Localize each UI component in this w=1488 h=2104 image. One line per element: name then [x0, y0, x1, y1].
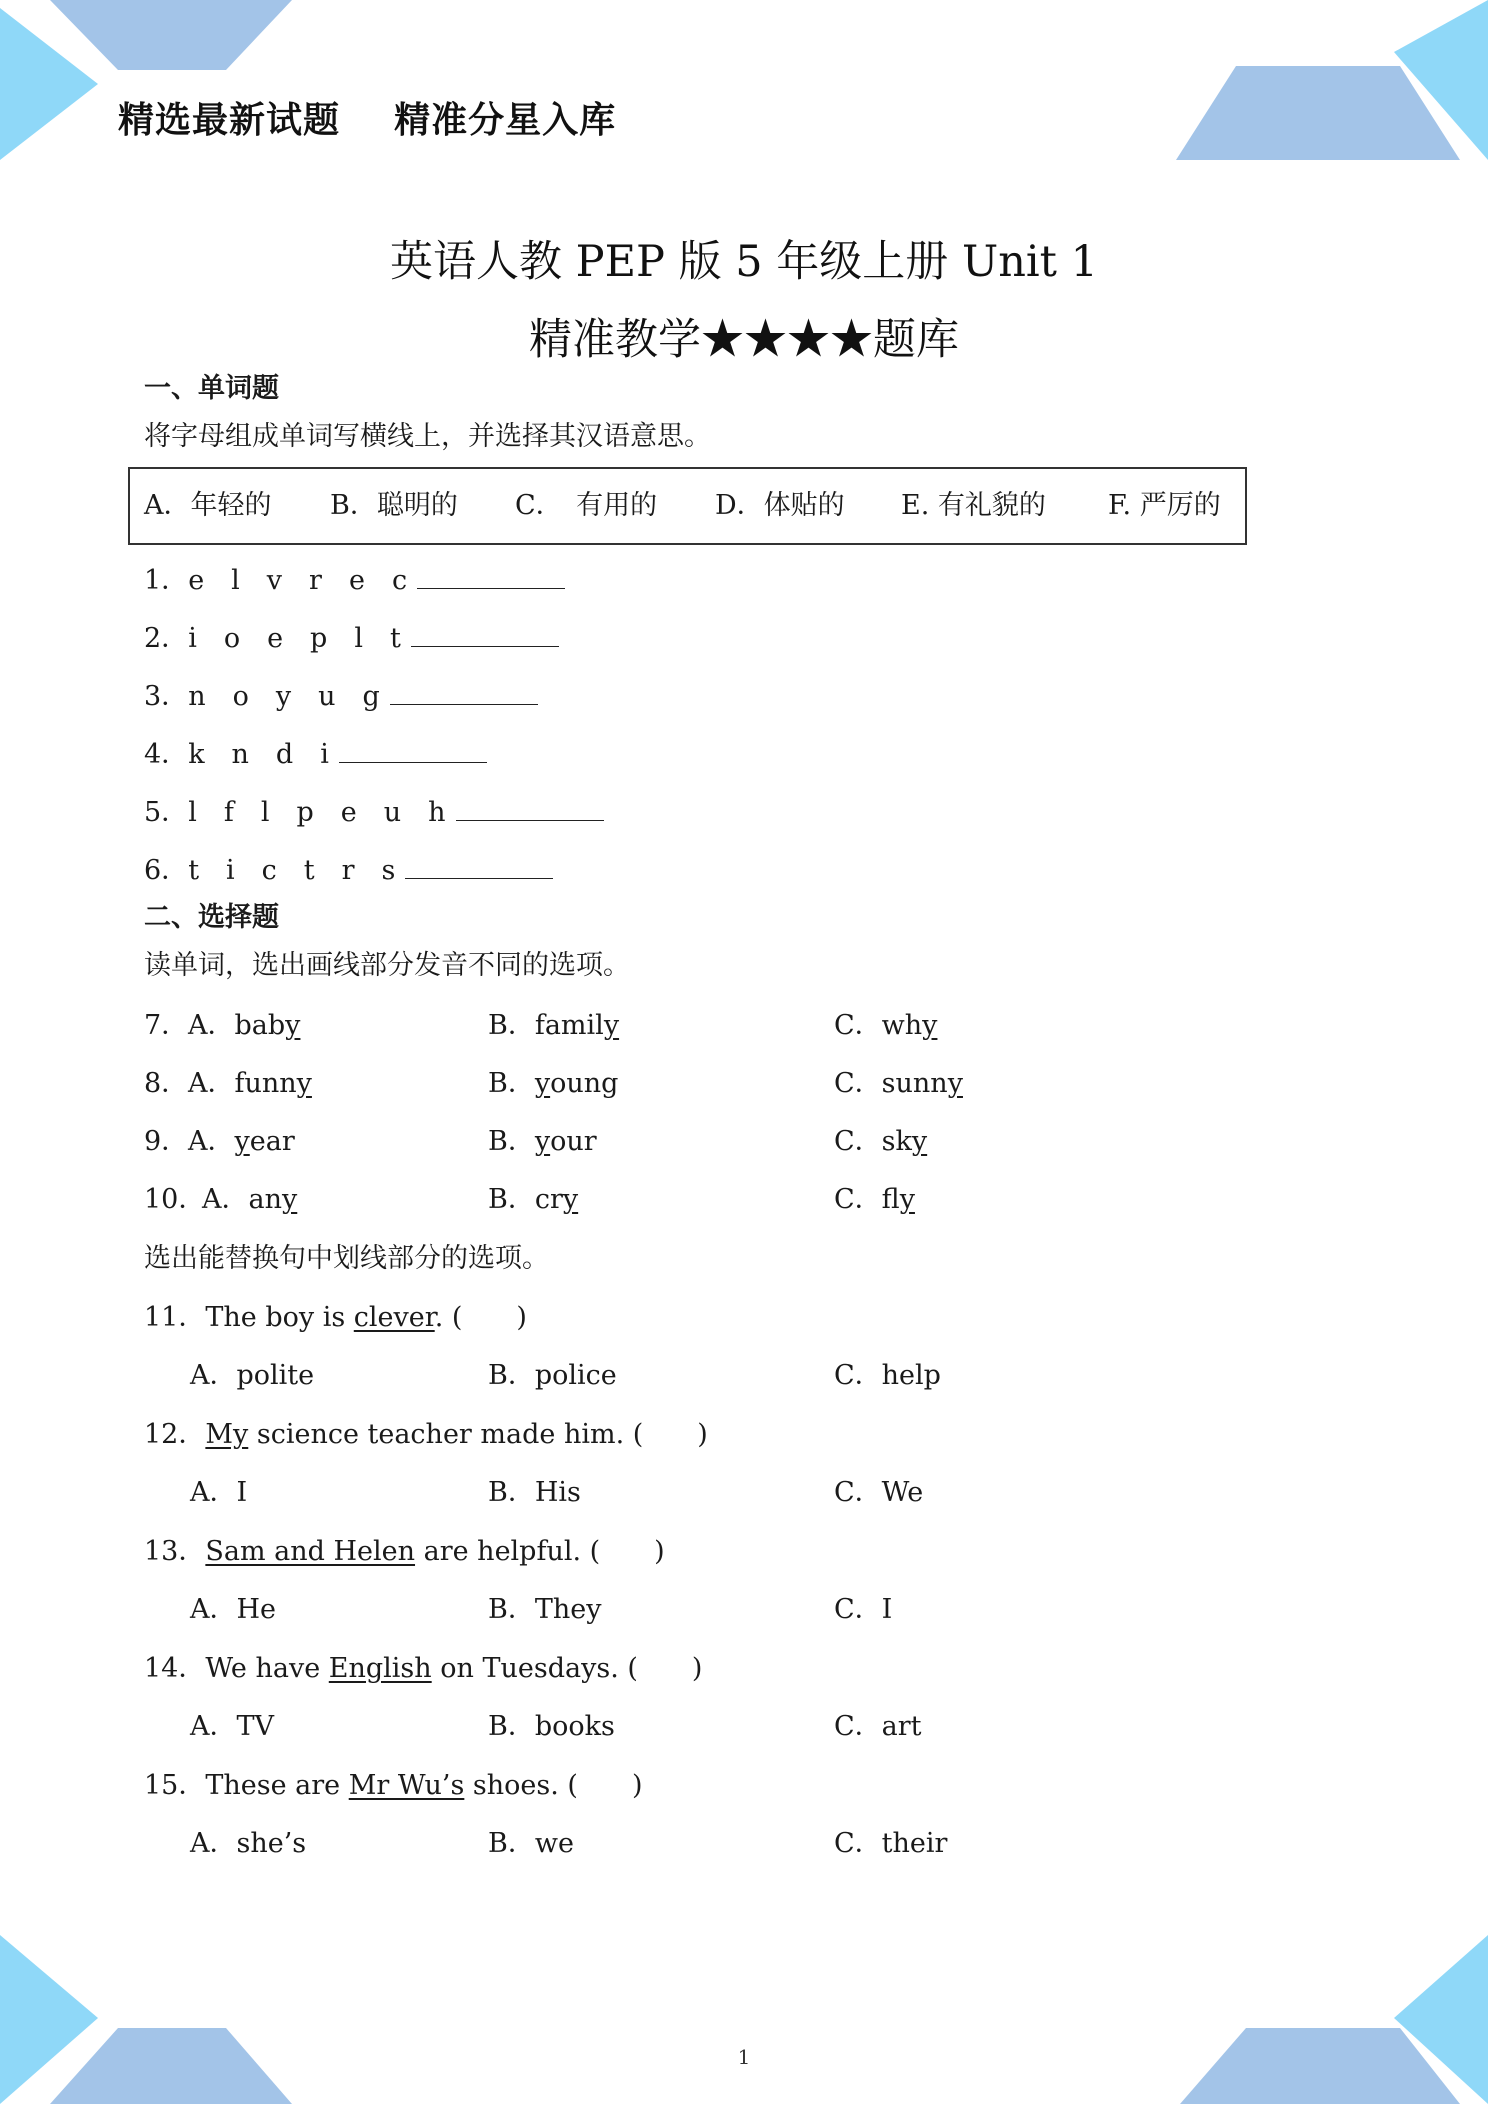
- corner-triangle-top-left: [0, 8, 98, 160]
- phonics-option-c[interactable]: C．sky: [834, 1126, 928, 1157]
- answer-blank[interactable]: [456, 796, 604, 821]
- option-a: A．年轻的: [144, 490, 272, 521]
- option-f: F. 严厉的: [1108, 490, 1221, 521]
- phonics-question-number: 9．: [144, 1126, 189, 1157]
- phonics-option-c[interactable]: C．why: [834, 1010, 938, 1041]
- section2-instruction-phonics: 读单词，选出画线部分发音不同的选项。: [144, 950, 630, 981]
- word-question-5: 5．l f l p e u h: [144, 796, 604, 829]
- word-question-1: 1．e l v r e c: [144, 564, 565, 597]
- replace-option-c[interactable]: C．their: [834, 1828, 948, 1859]
- replace-option-b[interactable]: B．They: [488, 1594, 602, 1625]
- section2-heading: 二、选择题: [144, 902, 279, 933]
- replace-option-b[interactable]: B．we: [488, 1828, 574, 1859]
- answer-blank[interactable]: [405, 854, 553, 879]
- replace-option-c[interactable]: C．I: [834, 1594, 893, 1625]
- option-e: E. 有礼貌的: [901, 490, 1046, 521]
- option-d: D．体贴的: [715, 490, 845, 521]
- word-question-4: 4．k n d i: [144, 738, 487, 771]
- phonics-option-b[interactable]: B．young: [488, 1068, 619, 1099]
- corner-triangle-bottom-left: [0, 1935, 98, 2104]
- word-question-3: 3．n o y u g: [144, 680, 538, 713]
- replace-option-a[interactable]: A．He: [190, 1594, 277, 1625]
- phonics-question-number: 10．: [144, 1184, 206, 1215]
- phonics-option-b[interactable]: B．your: [488, 1126, 597, 1157]
- replace-option-a[interactable]: A．I: [190, 1477, 248, 1508]
- replace-question-13: 13．Sam and Helen are helpful. ( ): [144, 1536, 665, 1567]
- word-question-6: 6．t i c t r s: [144, 854, 553, 887]
- answer-blank[interactable]: [417, 564, 565, 589]
- corner-triangle-bottom-right: [1394, 1935, 1488, 2104]
- phonics-option-a[interactable]: A．baby: [188, 1010, 301, 1041]
- options-box: [128, 467, 1247, 545]
- document-subtitle: 精准教学★★★★题库: [529, 315, 959, 365]
- option-c: C． 有用的: [515, 490, 658, 521]
- replace-option-a[interactable]: A．she’s: [190, 1828, 307, 1859]
- section1-heading: 一、单词题: [144, 373, 279, 404]
- word-question-2: 2．i o e p l t: [144, 622, 559, 655]
- replace-option-b[interactable]: B．books: [488, 1711, 615, 1742]
- phonics-question-number: 8．: [144, 1068, 189, 1099]
- answer-blank[interactable]: [390, 680, 538, 705]
- phonics-option-a[interactable]: A．year: [188, 1126, 295, 1157]
- document-title: 英语人教 PEP 版 5 年级上册 Unit 1: [390, 237, 1098, 287]
- replace-question-11: 11．The boy is clever. ( ): [144, 1302, 527, 1333]
- replace-option-a[interactable]: A．TV: [190, 1711, 275, 1742]
- answer-blank[interactable]: [339, 738, 487, 763]
- header-banner: 精选最新试题 精准分星入库: [118, 100, 617, 141]
- replace-option-c[interactable]: C．help: [834, 1360, 941, 1391]
- phonics-option-c[interactable]: C．sunny: [834, 1068, 963, 1099]
- phonics-option-b[interactable]: B．cry: [488, 1184, 579, 1215]
- phonics-option-a[interactable]: A．any: [202, 1184, 298, 1215]
- replace-question-15: 15．These are Mr Wu’s shoes. ( ): [144, 1770, 643, 1801]
- phonics-option-a[interactable]: A．funny: [188, 1068, 312, 1099]
- option-b: B．聪明的: [330, 490, 458, 521]
- section2-instruction-replace: 选出能替换句中划线部分的选项。: [144, 1243, 549, 1274]
- phonics-option-b[interactable]: B．family: [488, 1010, 620, 1041]
- replace-question-12: 12．My science teacher made him. ( ): [144, 1419, 708, 1450]
- corner-trapezoid-top-right: [1176, 66, 1460, 160]
- replace-option-b[interactable]: B．His: [488, 1477, 581, 1508]
- corner-trapezoid-top-left: [50, 0, 292, 70]
- corner-triangle-top-right: [1394, 0, 1488, 160]
- replace-option-c[interactable]: C．art: [834, 1711, 922, 1742]
- phonics-option-c[interactable]: C．fly: [834, 1184, 915, 1215]
- section1-instruction: 将字母组成单词写横线上，并选择其汉语意思。: [144, 421, 711, 452]
- phonics-question-number: 7．: [144, 1010, 189, 1041]
- replace-option-c[interactable]: C．We: [834, 1477, 924, 1508]
- replace-option-a[interactable]: A．polite: [190, 1360, 315, 1391]
- answer-blank[interactable]: [411, 622, 559, 647]
- replace-option-b[interactable]: B．police: [488, 1360, 617, 1391]
- replace-question-14: 14．We have English on Tuesdays. ( ): [144, 1653, 703, 1684]
- page-number: 1: [737, 2045, 751, 2069]
